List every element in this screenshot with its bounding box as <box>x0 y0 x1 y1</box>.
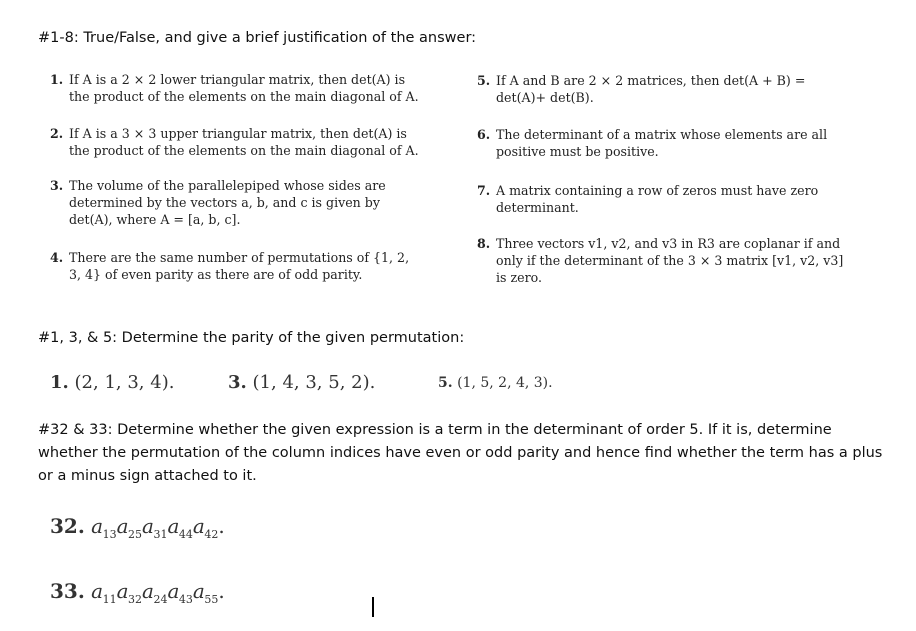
permutation-1 <box>50 372 174 393</box>
term-32 <box>50 514 225 541</box>
permutation-5-text: (1, 5, 2, 4, 3). <box>457 375 553 391</box>
text-cursor <box>372 597 374 617</box>
tf-question-5 <box>477 72 855 106</box>
tf-question-3-number: 3. <box>50 178 64 193</box>
tf-question-2 <box>50 125 420 159</box>
tf-question-1-number: 1. <box>50 72 64 87</box>
tf-question-3 <box>50 177 420 228</box>
tf-question-1-text: If A is a 2 × 2 lower triangular matrix, then det(A) is the product of the elements on the main diagonal of A. <box>69 72 419 104</box>
section3-heading: #32 & 33: Determine whether the given expression is a term in the determinant of order 5. If it is, determine whether the permutation of the column indices have even or odd parity and hence find whether the term has a plus or a minus sign attached to it. <box>38 422 883 484</box>
tf-question-2-text: If A is a 3 × 3 upper triangular matrix, then det(A) is the product of the elements on the main diagonal of A. <box>69 126 419 158</box>
tf-question-5-number: 5. <box>477 73 491 88</box>
permutation-3-text: (1, 4, 3, 5, 2). <box>252 372 376 393</box>
tf-question-6 <box>477 126 855 160</box>
tf-question-6-number: 6. <box>477 127 491 142</box>
tf-question-4-number: 4. <box>50 250 64 265</box>
tf-question-7-text: A matrix containing a row of zeros must have zero determinant. <box>496 183 819 215</box>
term-33 <box>50 579 225 606</box>
tf-question-8-number: 8. <box>477 236 491 251</box>
tf-question-6-text: The determinant of a matrix whose elements are all positive must be positive. <box>496 127 828 159</box>
tf-question-4 <box>50 249 420 283</box>
section1-heading: #1-8: True/False, and give a brief justification of the answer: <box>38 30 477 46</box>
permutation-3-number: 3. <box>228 372 247 393</box>
tf-question-2-number: 2. <box>50 126 64 141</box>
tf-question-7 <box>477 182 855 216</box>
tf-question-3-text: The volume of the parallelepiped whose sides are determined by the vectors a, b, and c is given by det(A), where A = [a, b, c]. <box>69 178 386 227</box>
tf-question-8 <box>477 235 855 286</box>
permutation-1-text: (2, 1, 3, 4). <box>74 372 175 393</box>
term-32-number: 32. <box>50 514 85 538</box>
tf-question-7-number: 7. <box>477 183 491 198</box>
section2-heading: #1, 3, & 5: Determine the parity of the given permutation: <box>38 330 465 346</box>
permutation-5-number: 5. <box>438 375 453 391</box>
permutation-5 <box>438 375 553 391</box>
term-32-expression: $a_{13}a_{25}a_{31}a_{44}a_{42}$. <box>91 514 225 541</box>
permutation-1-number: 1. <box>50 372 69 393</box>
term-33-expression: $a_{11}a_{32}a_{24}a_{43}a_{55}$. <box>91 579 225 606</box>
tf-question-1 <box>50 71 420 105</box>
tf-question-8-text: Three vectors v1, v2, and v3 in R3 are coplanar if and only if the determinant of the 3 × 3 matrix [v1, v2, v3] is zero. <box>496 236 844 285</box>
term-33-number: 33. <box>50 579 85 603</box>
tf-question-4-text: There are the same number of permutations of {1, 2, 3, 4} of even parity as there are of odd parity. <box>69 250 410 282</box>
tf-question-5-text: If A and B are 2 × 2 matrices, then det(A + B) = det(A)+ det(B). <box>496 73 806 105</box>
permutation-3 <box>228 372 375 393</box>
